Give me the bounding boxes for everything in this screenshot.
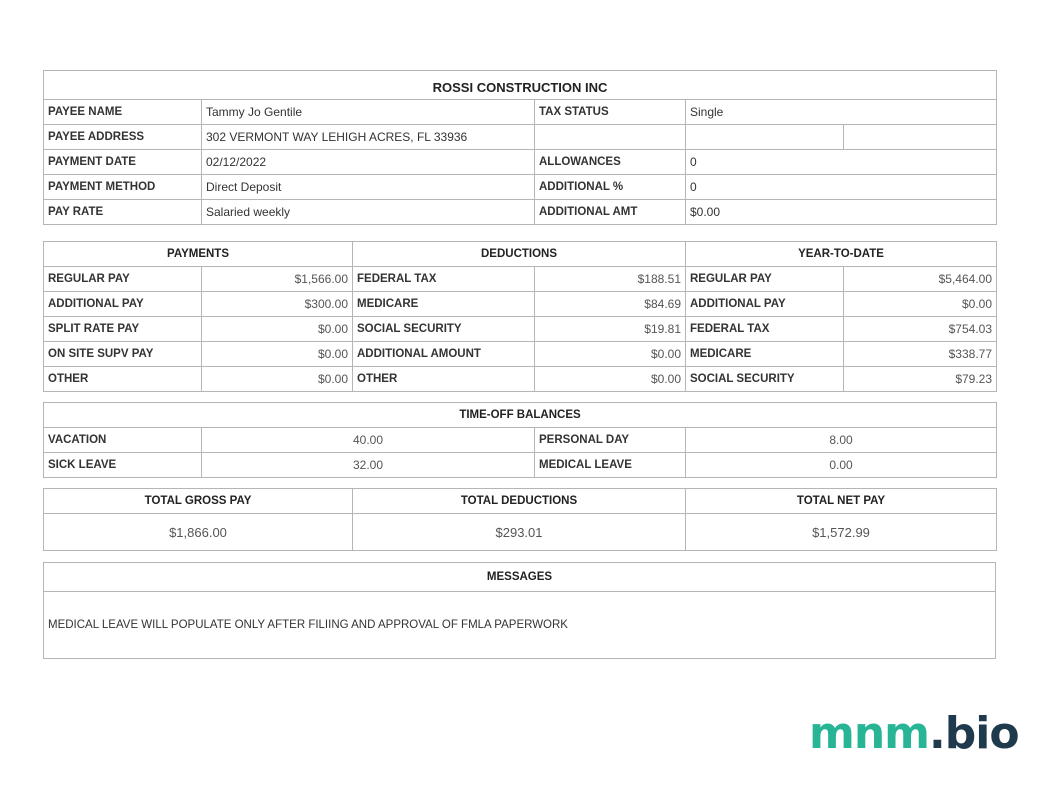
tax-status: Single (686, 100, 997, 125)
ytd-label: ADDITIONAL PAY (686, 292, 844, 317)
brand-logo (809, 708, 1019, 759)
pay-label: ADDITIONAL PAY (44, 292, 202, 317)
sick-leave-value: 32.00 (202, 453, 535, 478)
messages-header: MESSAGES (44, 563, 996, 592)
logo-part-1: mnm (809, 708, 930, 759)
ytd-label: FEDERAL TAX (686, 317, 844, 342)
personal-day-value: 8.00 (686, 428, 997, 453)
tax-status-label: TAX STATUS (535, 100, 686, 125)
ytd-label: SOCIAL SECURITY (686, 367, 844, 392)
allowances: 0 (686, 150, 997, 175)
deduction-label: SOCIAL SECURITY (353, 317, 535, 342)
messages-table (43, 562, 996, 659)
pay-value: $0.00 (202, 367, 353, 392)
personal-day-label: PERSONAL DAY (535, 428, 686, 453)
table-row (44, 267, 997, 292)
pay-value: $0.00 (202, 342, 353, 367)
pay-label: SPLIT RATE PAY (44, 317, 202, 342)
pay-rate-label: PAY RATE (44, 200, 202, 225)
payee-address-label: PAYEE ADDRESS (44, 125, 202, 150)
logo-part-2: .bio (929, 708, 1019, 759)
total-gross-label: TOTAL GROSS PAY (44, 489, 353, 514)
payment-date: 02/12/2022 (202, 150, 535, 175)
deduction-value: $19.81 (535, 317, 686, 342)
sick-leave-label: SICK LEAVE (44, 453, 202, 478)
deduction-label: FEDERAL TAX (353, 267, 535, 292)
payee-name: Tammy Jo Gentile (202, 100, 535, 125)
timeoff-header: TIME-OFF BALANCES (44, 403, 997, 428)
total-net-value: $1,572.99 (686, 514, 997, 551)
empty-cell (535, 125, 686, 150)
medical-leave-label: MEDICAL LEAVE (535, 453, 686, 478)
deduction-label: MEDICARE (353, 292, 535, 317)
deduction-value: $0.00 (535, 367, 686, 392)
pay-value: $1,566.00 (202, 267, 353, 292)
additional-pct: 0 (686, 175, 997, 200)
ytd-header: YEAR-TO-DATE (686, 242, 997, 267)
additional-amt-label: ADDITIONAL AMT (535, 200, 686, 225)
payee-name-label: PAYEE NAME (44, 100, 202, 125)
ytd-value: $5,464.00 (844, 267, 997, 292)
totals-table (43, 488, 997, 551)
total-net-label: TOTAL NET PAY (686, 489, 997, 514)
deduction-label: OTHER (353, 367, 535, 392)
ytd-value: $79.23 (844, 367, 997, 392)
table-row (44, 292, 997, 317)
timeoff-table (43, 402, 997, 478)
pay-value: $0.00 (202, 317, 353, 342)
deductions-header: DEDUCTIONS (353, 242, 686, 267)
pay-label: REGULAR PAY (44, 267, 202, 292)
pay-rate: Salaried weekly (202, 200, 535, 225)
total-deductions-value: $293.01 (353, 514, 686, 551)
deduction-value: $0.00 (535, 342, 686, 367)
ytd-label: MEDICARE (686, 342, 844, 367)
medical-leave-value: 0.00 (686, 453, 997, 478)
payment-method-label: PAYMENT METHOD (44, 175, 202, 200)
additional-amt: $0.00 (686, 200, 997, 225)
company-name: ROSSI CONSTRUCTION INC (44, 71, 997, 100)
deduction-value: $84.69 (535, 292, 686, 317)
ytd-value: $754.03 (844, 317, 997, 342)
deduction-value: $188.51 (535, 267, 686, 292)
table-row (44, 342, 997, 367)
payee-info-table (43, 70, 997, 225)
vacation-label: VACATION (44, 428, 202, 453)
total-deductions-label: TOTAL DEDUCTIONS (353, 489, 686, 514)
pay-value: $300.00 (202, 292, 353, 317)
ytd-value: $0.00 (844, 292, 997, 317)
allowances-label: ALLOWANCES (535, 150, 686, 175)
additional-pct-label: ADDITIONAL % (535, 175, 686, 200)
payee-address: 302 VERMONT WAY LEHIGH ACRES, FL 33936 (202, 125, 535, 150)
message-text: MEDICAL LEAVE WILL POPULATE ONLY AFTER FILIING AND APPROVAL OF FMLA PAPERWORK (44, 592, 996, 659)
total-gross-value: $1,866.00 (44, 514, 353, 551)
deduction-label: ADDITIONAL AMOUNT (353, 342, 535, 367)
payment-date-label: PAYMENT DATE (44, 150, 202, 175)
payment-method: Direct Deposit (202, 175, 535, 200)
ytd-label: REGULAR PAY (686, 267, 844, 292)
table-row (44, 367, 997, 392)
earnings-table (43, 241, 997, 392)
ytd-value: $338.77 (844, 342, 997, 367)
empty-cell (844, 125, 997, 150)
payments-header: PAYMENTS (44, 242, 353, 267)
table-row (44, 317, 997, 342)
pay-label: OTHER (44, 367, 202, 392)
pay-label: ON SITE SUPV PAY (44, 342, 202, 367)
empty-cell (686, 125, 844, 150)
vacation-value: 40.00 (202, 428, 535, 453)
